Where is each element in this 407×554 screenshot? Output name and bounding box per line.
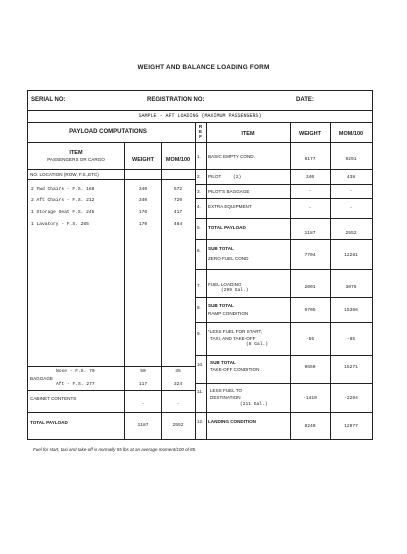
- divider: [195, 184, 372, 185]
- cabinet-weight: -: [141, 402, 145, 407]
- condition-item: SUB TOTAL: [210, 360, 236, 365]
- payload-row-mom: 720: [173, 198, 183, 203]
- divider: [195, 412, 372, 413]
- cabinet-mom: -: [176, 402, 180, 407]
- condition-item: SUB TOTAL: [208, 246, 234, 251]
- left-item-header: ITEM: [69, 150, 83, 156]
- serial-label: SERIAL NO:: [31, 97, 66, 103]
- payload-row-weight: 170: [138, 222, 148, 227]
- left-mom-header: MOM/100: [165, 157, 191, 163]
- divider: [28, 366, 195, 367]
- condition-extra: (299 Gal.): [221, 288, 249, 293]
- ref-number: 10.: [197, 362, 204, 367]
- ref-header: [195, 124, 206, 139]
- payload-row-weight: 170: [138, 210, 148, 215]
- condition-item: PILOT'S BAGGAGE: [208, 189, 250, 194]
- ref-letter: E: [198, 129, 203, 134]
- date-label: DATE:: [296, 97, 314, 103]
- condition-item: SUB TOTAL: [208, 303, 234, 308]
- payload-row-weight: 340: [138, 187, 148, 192]
- ref-number: 7.: [197, 283, 201, 288]
- condition-extra: (2): [233, 175, 242, 180]
- condition-mom: 12977: [344, 424, 358, 429]
- payload-row-mom: 484: [173, 222, 183, 227]
- ref-number: 12.: [197, 419, 204, 424]
- divider: [195, 198, 372, 199]
- payload-row-item: 2 Fwd Chairs - F.S. 168: [31, 187, 95, 192]
- condition-weight: 9650: [304, 365, 316, 370]
- condition-weight: 8240: [304, 424, 316, 429]
- cabinet-contents-label: CABINET CONTENTS: [30, 396, 77, 401]
- divider: [206, 122, 207, 439]
- condition-item: LESS FUEL TO: [210, 388, 243, 393]
- registration-label: REGISTRATION NO:: [147, 97, 205, 103]
- condition-mom: 15356: [344, 308, 358, 313]
- ref-number: 11.: [197, 389, 204, 394]
- baggage-row-weight: 50: [140, 369, 146, 374]
- left-weight-header: WEIGHT: [132, 157, 154, 163]
- ref-number: 2.: [197, 174, 201, 179]
- left-item-subheader: PASSENGERS OR CARGO: [47, 157, 105, 162]
- payload-row-item: 1 Storage Seat F.S. 245: [31, 210, 95, 215]
- condition-mom: -: [349, 189, 353, 194]
- condition-item: LANDING CONDITION: [208, 419, 256, 424]
- condition-item: EXTRA EQUIPMENT: [208, 204, 252, 209]
- ref-number: 5.: [197, 225, 201, 230]
- sample-line: SAMPLE - AFT LOADING (MAXIMUM PASSENGERS): [138, 113, 262, 119]
- condition-weight: 9705: [304, 308, 316, 313]
- condition-mom: 2552: [345, 231, 357, 236]
- condition-weight: 2001: [304, 285, 316, 290]
- ref-number: 9.: [197, 331, 201, 336]
- condition-item: TOTAL PAYLOAD: [208, 225, 246, 230]
- baggage-row-item: Aft - F.S. 277: [56, 382, 95, 387]
- divider: [28, 110, 372, 111]
- total-payload-label: TOTAL PAYLOAD: [30, 420, 68, 425]
- ref-letter: F: [199, 134, 202, 139]
- divider: [161, 142, 162, 439]
- condition-weight: 6177: [304, 157, 316, 162]
- condition-weight: 7704: [304, 253, 316, 258]
- condition-item: DESTINATION: [210, 395, 241, 400]
- divider: [195, 355, 372, 356]
- payload-row-item: 1 Lavatory - F.S. 285: [31, 222, 89, 227]
- condition-mom: 12281: [344, 253, 358, 258]
- condition-extra: (8 Gal.): [246, 342, 269, 347]
- baggage-row-item: Nose - F.S. 70: [56, 369, 95, 374]
- condition-mom: 9291: [345, 157, 357, 162]
- divider: [195, 297, 372, 298]
- divider: [195, 269, 372, 270]
- ref-number: 8.: [197, 305, 201, 310]
- divider: [195, 142, 372, 143]
- payload-row-item: 2 Aft Chairs - F.S. 212: [31, 198, 95, 203]
- divider: [28, 122, 372, 123]
- divider: [28, 169, 195, 170]
- payload-row-mom: 572: [173, 187, 183, 192]
- payload-computations-heading: PAYLOAD COMPUTATIONS: [69, 129, 147, 135]
- condition-item: FUEL LOADING: [208, 282, 242, 287]
- right-weight-header: WEIGHT: [299, 131, 321, 137]
- divider: [28, 412, 195, 413]
- condition-item: ZERO FUEL COND: [208, 256, 249, 261]
- ref-letter: R: [198, 124, 203, 129]
- divider: [124, 142, 125, 439]
- condition-item: PILOT: [208, 174, 222, 179]
- baggage-row-mom: 324: [173, 382, 183, 387]
- divider: [28, 390, 195, 391]
- condition-weight: 340: [305, 175, 315, 180]
- condition-item: *LESS FUEL FOR START,: [208, 329, 263, 334]
- condition-mom: -: [349, 206, 353, 211]
- divider: [28, 142, 195, 143]
- ref-number: 3.: [197, 189, 201, 194]
- condition-weight: -: [308, 189, 312, 194]
- baggage-label: BAGGAGE: [30, 376, 53, 381]
- right-mom-header: MOM/100: [338, 131, 364, 137]
- condition-extra: (211 Gal.): [240, 402, 268, 407]
- divider: [330, 122, 331, 439]
- ref-number: 6.: [197, 248, 201, 253]
- divider: [195, 169, 372, 170]
- right-item-header: ITEM: [241, 131, 255, 137]
- ref-number: 4.: [197, 204, 201, 209]
- loading-form: [27, 90, 373, 440]
- form-title: WEIGHT AND BALANCE LOADING FORM: [137, 64, 270, 71]
- condition-mom: -85: [346, 337, 356, 342]
- divider: [195, 322, 372, 323]
- footnote: Fuel for start, taxi and take-off is normally 55 lbs at an average moment/100 of 85.: [33, 447, 197, 452]
- total-payload-mom: 2552: [172, 423, 184, 428]
- condition-item: TAKE-OFF CONDITION: [210, 367, 260, 372]
- divider: [195, 239, 372, 240]
- ref-number: 1.: [197, 154, 201, 159]
- condition-mom: 3075: [345, 285, 357, 290]
- condition-mom: 15271: [344, 365, 358, 370]
- payload-row-mom: 417: [173, 210, 183, 215]
- condition-mom: -2294: [344, 396, 358, 401]
- location-label: NO. LOCATION (ROW, F.S.,ETC): [30, 172, 99, 177]
- divider: [290, 122, 291, 439]
- payload-row-weight: 340: [138, 198, 148, 203]
- divider: [195, 218, 372, 219]
- condition-weight: -: [308, 206, 312, 211]
- condition-item: BASIC EMPTY COND.: [208, 154, 255, 159]
- condition-item: TAXI, AND TAKE-OFF: [210, 336, 256, 341]
- condition-mom: 438: [346, 175, 356, 180]
- baggage-row-weight: 117: [138, 382, 148, 387]
- divider: [28, 179, 195, 180]
- condition-weight: 1187: [304, 231, 316, 236]
- total-payload-weight: 1187: [137, 423, 149, 428]
- condition-weight: -1410: [303, 396, 317, 401]
- condition-weight: -55: [305, 337, 315, 342]
- condition-item: RAMP CONDITION: [208, 311, 249, 316]
- baggage-row-mom: 35: [175, 369, 181, 374]
- divider: [195, 383, 372, 384]
